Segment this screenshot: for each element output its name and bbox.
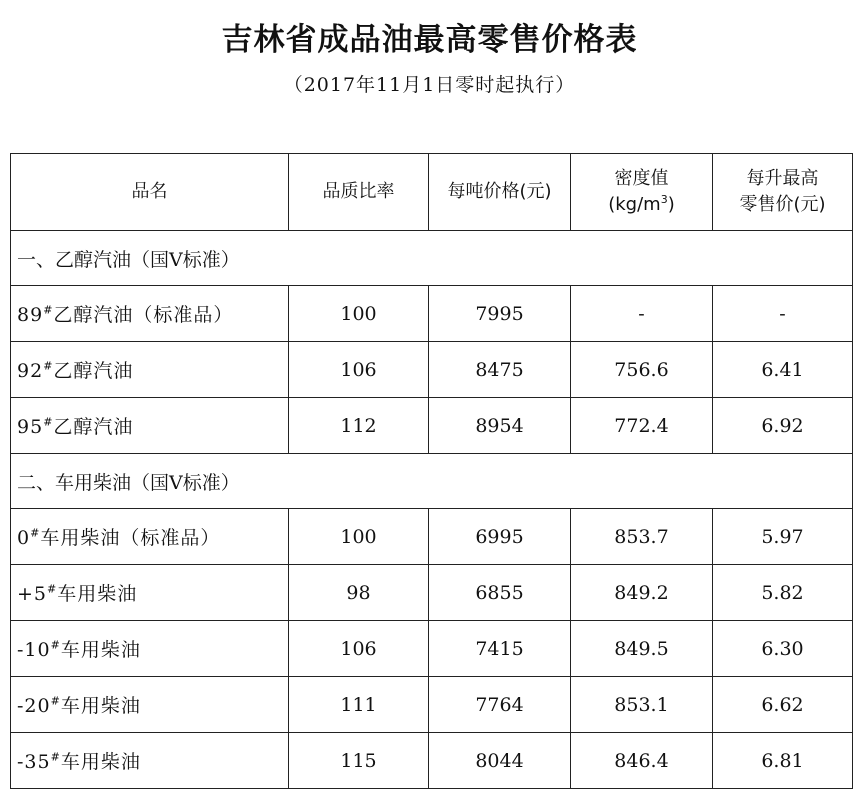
quality-ratio-cell: 98	[289, 565, 429, 621]
quality-ratio-cell: 111	[289, 677, 429, 733]
price-per-ton-cell: 8954	[429, 398, 571, 454]
price-per-liter-cell: 6.92	[713, 398, 853, 454]
price-per-ton-cell: 7995	[429, 286, 571, 342]
price-per-ton-cell: 7764	[429, 677, 571, 733]
quality-ratio-cell: 100	[289, 286, 429, 342]
header-density-line1: 密度值	[614, 168, 669, 189]
header-density-close: )	[667, 194, 675, 215]
price-per-liter-cell: 6.41	[713, 342, 853, 398]
price-per-liter-cell: -	[713, 286, 853, 342]
header-price-per-ton: 每吨价格(元)	[429, 154, 571, 231]
product-grade: 95	[17, 416, 44, 438]
product-name: 乙醇汽油	[53, 360, 134, 382]
product-grade: 92	[17, 360, 44, 382]
quality-ratio-cell: 100	[289, 509, 429, 565]
product-grade: 89	[17, 304, 44, 326]
product-grade: +5	[17, 583, 48, 605]
table-row	[11, 398, 853, 454]
header-density-unit: (kg/m	[608, 194, 661, 215]
product-name: 乙醇汽油（标准品）	[53, 304, 234, 326]
price-table	[10, 153, 853, 789]
product-name: 车用柴油	[60, 695, 141, 717]
product-grade-mark: #	[47, 582, 58, 596]
density-cell: 853.1	[571, 677, 713, 733]
product-name: 车用柴油	[60, 751, 141, 773]
table-row	[11, 286, 853, 342]
product-name: 车用柴油（标准品）	[40, 527, 221, 549]
price-per-ton-cell: 7415	[429, 621, 571, 677]
price-per-ton-cell: 8475	[429, 342, 571, 398]
table-row	[11, 565, 853, 621]
density-cell: 772.4	[571, 398, 713, 454]
table-row	[11, 677, 853, 733]
header-quality-ratio: 品质比率	[289, 154, 429, 231]
product-grade-mark: #	[43, 303, 54, 317]
price-per-ton-cell: 6855	[429, 565, 571, 621]
product-grade-mark: #	[50, 750, 61, 764]
product-name-cell	[11, 733, 289, 789]
page-subtitle: （2017年11月1日零时起执行）	[283, 74, 576, 96]
product-grade-mark: #	[50, 694, 61, 708]
section-row	[11, 231, 853, 286]
product-name-cell	[11, 509, 289, 565]
section-title: 二、车用柴油（国Ⅴ标准）	[11, 454, 853, 509]
product-grade-mark: #	[43, 359, 54, 373]
density-cell: 849.5	[571, 621, 713, 677]
header-price-per-liter-line1: 每升最高	[746, 168, 819, 189]
table-row	[11, 509, 853, 565]
product-name-cell	[11, 565, 289, 621]
quality-ratio-cell: 106	[289, 342, 429, 398]
density-cell: 849.2	[571, 565, 713, 621]
price-per-ton-cell: 6995	[429, 509, 571, 565]
product-grade: 0	[17, 527, 31, 549]
header-price-per-liter	[713, 154, 853, 231]
product-grade: -20	[17, 695, 51, 717]
header-density	[571, 154, 713, 231]
table-header-row	[11, 154, 853, 231]
product-grade-mark: #	[30, 526, 41, 540]
quality-ratio-cell: 115	[289, 733, 429, 789]
section-row	[11, 454, 853, 509]
price-per-ton-cell: 8044	[429, 733, 571, 789]
header-name: 品名	[11, 154, 289, 231]
product-name: 车用柴油	[60, 639, 141, 661]
product-grade-mark: #	[50, 638, 61, 652]
price-per-liter-cell: 6.62	[713, 677, 853, 733]
price-per-liter-cell: 5.82	[713, 565, 853, 621]
product-name-cell	[11, 286, 289, 342]
price-per-liter-cell: 6.81	[713, 733, 853, 789]
table-row	[11, 621, 853, 677]
density-cell: 846.4	[571, 733, 713, 789]
product-name: 车用柴油	[57, 583, 138, 605]
header-density-line2	[571, 192, 712, 218]
table-row	[11, 342, 853, 398]
product-name-cell	[11, 621, 289, 677]
header-density-sup: 3	[660, 193, 668, 206]
section-title: 一、乙醇汽油（国Ⅴ标准）	[11, 231, 853, 286]
quality-ratio-cell: 112	[289, 398, 429, 454]
product-name: 乙醇汽油	[53, 416, 134, 438]
product-name-cell	[11, 398, 289, 454]
quality-ratio-cell: 106	[289, 621, 429, 677]
product-grade: -10	[17, 639, 51, 661]
density-cell: 756.6	[571, 342, 713, 398]
header-price-per-liter-line2: 零售价(元)	[739, 194, 826, 215]
density-cell: -	[571, 286, 713, 342]
product-name-cell	[11, 677, 289, 733]
density-cell: 853.7	[571, 509, 713, 565]
price-per-liter-cell: 6.30	[713, 621, 853, 677]
page-title: 吉林省成品油最高零售价格表	[221, 22, 638, 58]
table-row	[11, 733, 853, 789]
product-name-cell	[11, 342, 289, 398]
price-per-liter-cell: 5.97	[713, 509, 853, 565]
product-grade-mark: #	[43, 415, 54, 429]
product-grade: -35	[17, 751, 51, 773]
